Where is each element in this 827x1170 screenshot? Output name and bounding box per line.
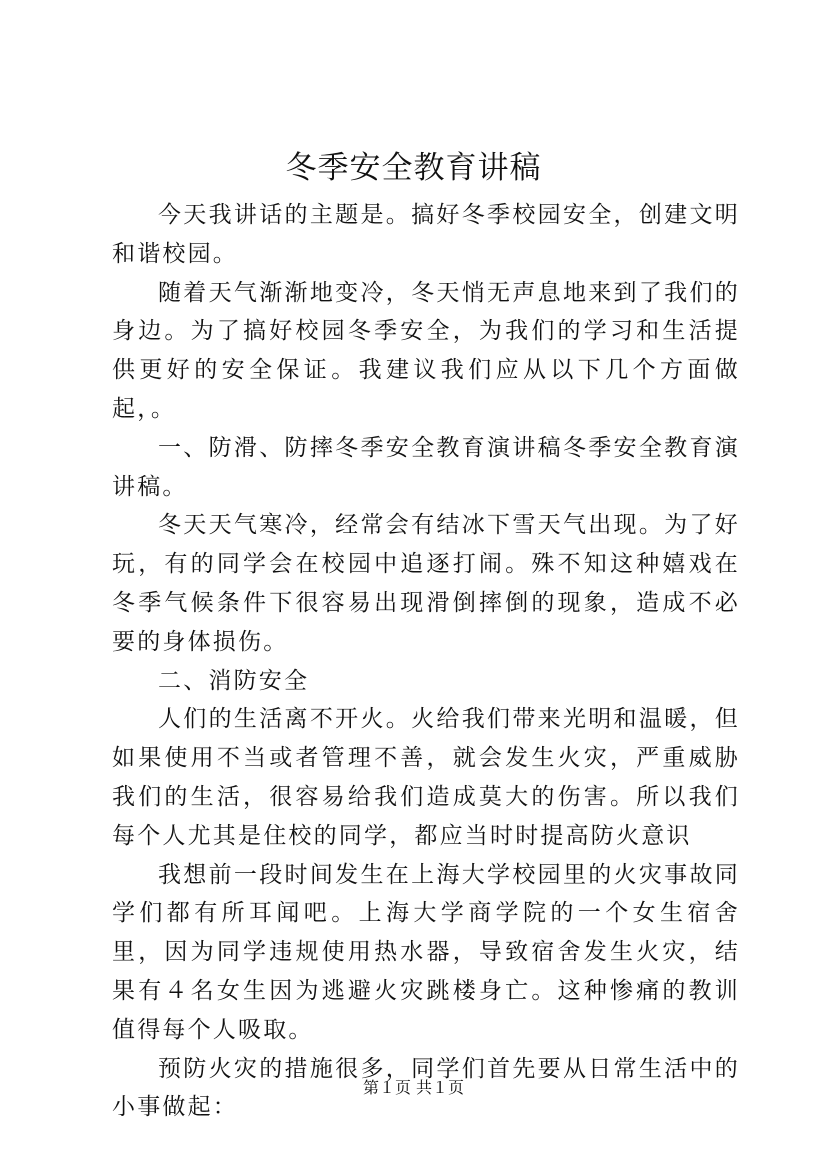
section-heading: 二、消防安全 <box>158 667 310 694</box>
paragraph: 我想前一段时间发生在上海大学校园里的火灾事故同学们都有所耳闻吧。上海大学商学院的一个女生宿舍里，因为同学违规使用热水器，导致宿舍发生火灾，结果有４名女生因为逃避火灾跳楼身亡。这种惨痛的教训值得每个人吸取。 <box>112 861 740 1043</box>
page-footer <box>0 1078 827 1098</box>
paragraph: 人们的生活离不开火。火给我们带来光明和温暖，但如果使用不当或者管理不善，就会发生火灾，严重威胁我们的生活，很容易给我们造成莫大的伤害。所以我们每个人尤其是住校的同学，都应当时时提高防火意识 <box>112 706 740 849</box>
section-heading: 一、防滑、防摔冬季安全教育演讲稿冬季安全教育演讲稿。 <box>112 434 740 500</box>
document-title: 冬季安全教育讲稿 <box>285 150 542 186</box>
paragraph: 随着天气渐渐地变冷，冬天悄无声息地来到了我们的身边。为了搞好校园冬季安全，为我们的学习和生活提供更好的安全保证。我建议我们应从以下几个方面做起，。 <box>112 279 740 422</box>
page-number: 第１页 共１页 <box>362 1078 465 1097</box>
paragraph: 预防火灾的措施很多，同学们首先要从日常生活中的小事做起： <box>112 1055 740 1121</box>
document-body <box>112 196 740 1127</box>
paragraph: 冬天天气寒冷，经常会有结冰下雪天气出现。为了好玩，有的同学会在校园中追逐打闹。殊不知这种嬉戏在冬季气候条件下很容易出现滑倒摔倒的现象，造成不必要的身体损伤。 <box>112 512 740 655</box>
paragraph: 今天我讲话的主题是。搞好冬季校园安全，创建文明和谐校园。 <box>112 202 740 267</box>
